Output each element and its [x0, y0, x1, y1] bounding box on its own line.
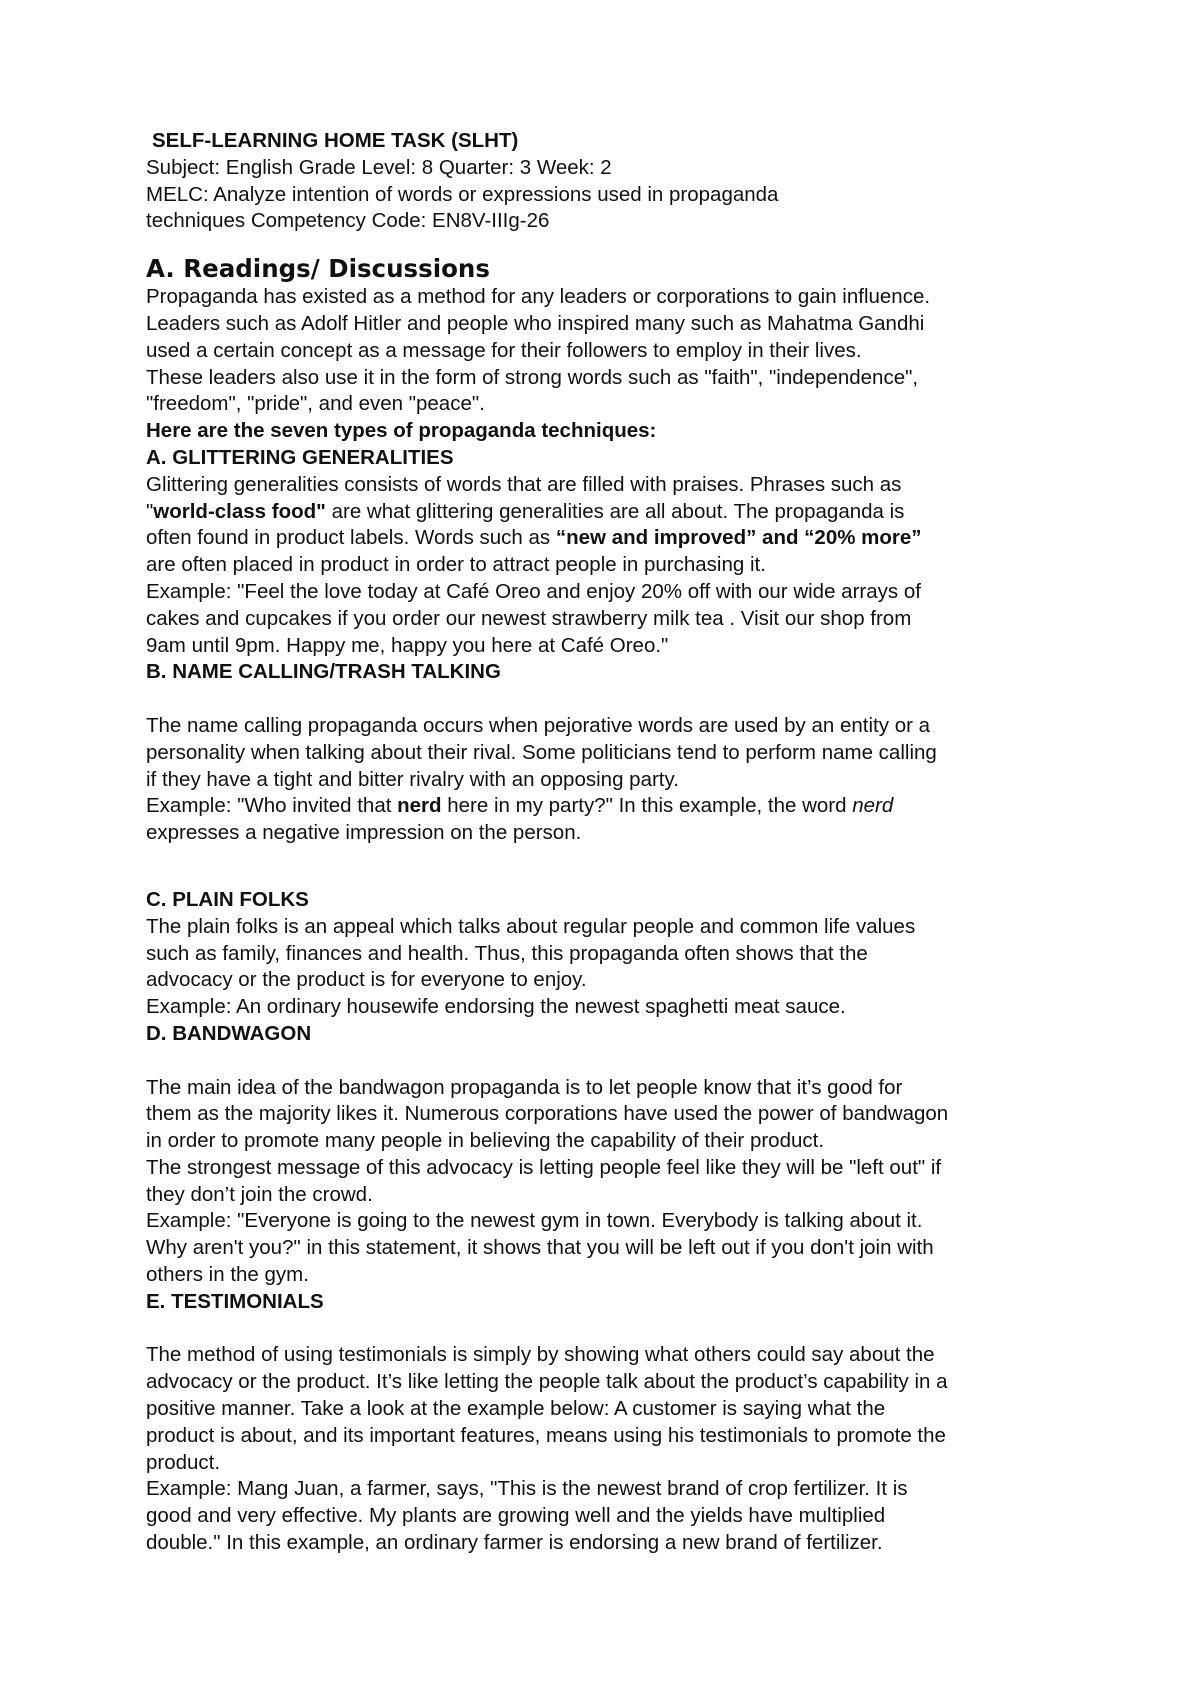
plain-folks-section: [146, 887, 1086, 1021]
plain-folks-line: The plain folks is an appeal which talks about regular people and common life values: [146, 914, 916, 938]
intro-line: Propaganda has existed as a method for any leaders or corporations to gain influence.: [146, 285, 931, 309]
blank-line: [146, 1048, 1086, 1075]
intro-line: used a certain concept as a message for their followers to employ in their lives.: [146, 338, 862, 362]
glittering-line: [146, 499, 1086, 526]
bandwagon-line: they don’t join the crowd.: [146, 1182, 373, 1206]
header-block: [146, 128, 1086, 235]
melc-line-2: techniques Competency Code: EN8V-IIIg-26: [146, 209, 550, 233]
name-calling-example-line: [146, 793, 1086, 820]
quote-mark: ": [146, 499, 154, 523]
bandwagon-heading: D. BANDWAGON: [146, 1021, 312, 1045]
testimonials-example-line: Example: Mang Juan, a farmer, says, "This is the newest brand of crop fertilizer. It is: [146, 1477, 908, 1501]
bandwagon-example-line: Why aren't you?" in this statement, it shows that you will be left out if you don't join with: [146, 1236, 934, 1260]
types-intro: Here are the seven types of propaganda techniques:: [146, 419, 657, 443]
bandwagon-line: in order to promote many people in believing the capability of their product.: [146, 1129, 825, 1153]
plain-folks-line: such as family, finances and health. Thus, this propaganda often shows that the: [146, 941, 868, 965]
text-run: are what glittering generalities are all about. The propaganda is: [325, 499, 905, 523]
melc-line-1: MELC: Analyze intention of words or expressions used in propaganda: [146, 182, 779, 206]
name-calling-example-line: expresses a negative impression on the person.: [146, 821, 582, 845]
testimonials-line: The method of using testimonials is simply by showing what others could say about the: [146, 1343, 935, 1367]
testimonials-section: [146, 1289, 1086, 1557]
plain-folks-line: advocacy or the product is for everyone to enjoy.: [146, 968, 587, 992]
document-title: SELF-LEARNING HOME TASK (SLHT): [152, 129, 519, 152]
text-run: often found in product labels. Words such as: [146, 526, 556, 550]
bandwagon-line: The strongest message of this advocacy is letting people feel like they will be "left out" if: [146, 1155, 942, 1179]
name-calling-line: The name calling propaganda occurs when pejorative words are used by an entity or a: [146, 713, 931, 737]
section-heading-readings: A. Readings/ Discussions: [146, 254, 490, 284]
bold-word: nerd: [397, 794, 442, 818]
bold-phrase: “new and improved” and “20% more”: [555, 526, 922, 550]
intro-line: These leaders also use it in the form of strong words such as "faith", "independence",: [146, 365, 919, 389]
glittering-generalities-section: [146, 445, 1086, 659]
glittering-heading: A. GLITTERING GENERALITIES: [146, 445, 454, 469]
plain-folks-example: Example: An ordinary housewife endorsing the newest spaghetti meat sauce.: [146, 995, 846, 1019]
glittering-example-line: Example: "Feel the love today at Café Oreo and enjoy 20% off with our wide arrays of: [146, 579, 921, 603]
text-run: here in my party?" In this example, the word: [441, 794, 853, 818]
document-page: [146, 128, 1086, 1557]
glittering-line: are often placed in product in order to attract people in purchasing it.: [146, 553, 766, 577]
bandwagon-section: [146, 1021, 1086, 1289]
plain-folks-heading: C. PLAIN FOLKS: [146, 887, 309, 911]
intro-line: "freedom", "pride", and even "peace".: [146, 392, 485, 416]
subject-line: Subject: English Grade Level: 8 Quarter: 3 Week: 2: [146, 155, 612, 179]
blank-line: [146, 1316, 1086, 1343]
glittering-line: [146, 525, 1086, 552]
italic-word: nerd: [852, 794, 894, 818]
glittering-line: Glittering generalities consists of words that are filled with praises. Phrases such as: [146, 472, 902, 496]
intro-line: Leaders such as Adolf Hitler and people who inspired many such as Mahatma Gandhi: [146, 311, 925, 335]
testimonials-line: product.: [146, 1450, 221, 1474]
name-calling-line: if they have a tight and bitter rivalry with an opposing party.: [146, 767, 679, 791]
bandwagon-example-line: Example: "Everyone is going to the newest gym in town. Everybody is talking about it.: [146, 1209, 923, 1233]
glittering-example-line: cakes and cupcakes if you order our newest strawberry milk tea . Visit our shop from: [146, 606, 912, 630]
bandwagon-line: The main idea of the bandwagon propaganda is to let people know that it’s good for: [146, 1075, 903, 1099]
testimonials-example-line: good and very effective. My plants are growing well and the yields have multiplied: [146, 1504, 886, 1528]
blank-line: [146, 686, 1086, 713]
intro-paragraph: [146, 284, 1086, 445]
blank-space: [146, 847, 1086, 887]
bandwagon-example-line: others in the gym.: [146, 1263, 309, 1287]
testimonials-example-line: double." In this example, an ordinary farmer is endorsing a new brand of fertilizer.: [146, 1531, 883, 1555]
testimonials-heading: E. TESTIMONIALS: [146, 1289, 324, 1313]
glittering-example-line: 9am until 9pm. Happy me, happy you here at Café Oreo.": [146, 633, 669, 657]
bandwagon-line: them as the majority likes it. Numerous corporations have used the power of bandwagon: [146, 1102, 949, 1126]
name-calling-line: personality when talking about their rival. Some politicians tend to perform name calling: [146, 740, 937, 764]
name-calling-heading: B. NAME CALLING/TRASH TALKING: [146, 660, 501, 684]
testimonials-line: advocacy or the product. It’s like letting the people talk about the product’s capability in a: [146, 1370, 948, 1394]
testimonials-line: product is about, and its important features, means using his testimonials to promote the: [146, 1423, 946, 1447]
testimonials-line: positive manner. Take a look at the example below: A customer is saying what the: [146, 1397, 886, 1421]
bold-phrase: world-class food": [153, 499, 326, 523]
text-run: Example: "Who invited that: [146, 794, 398, 818]
name-calling-section: [146, 659, 1086, 847]
